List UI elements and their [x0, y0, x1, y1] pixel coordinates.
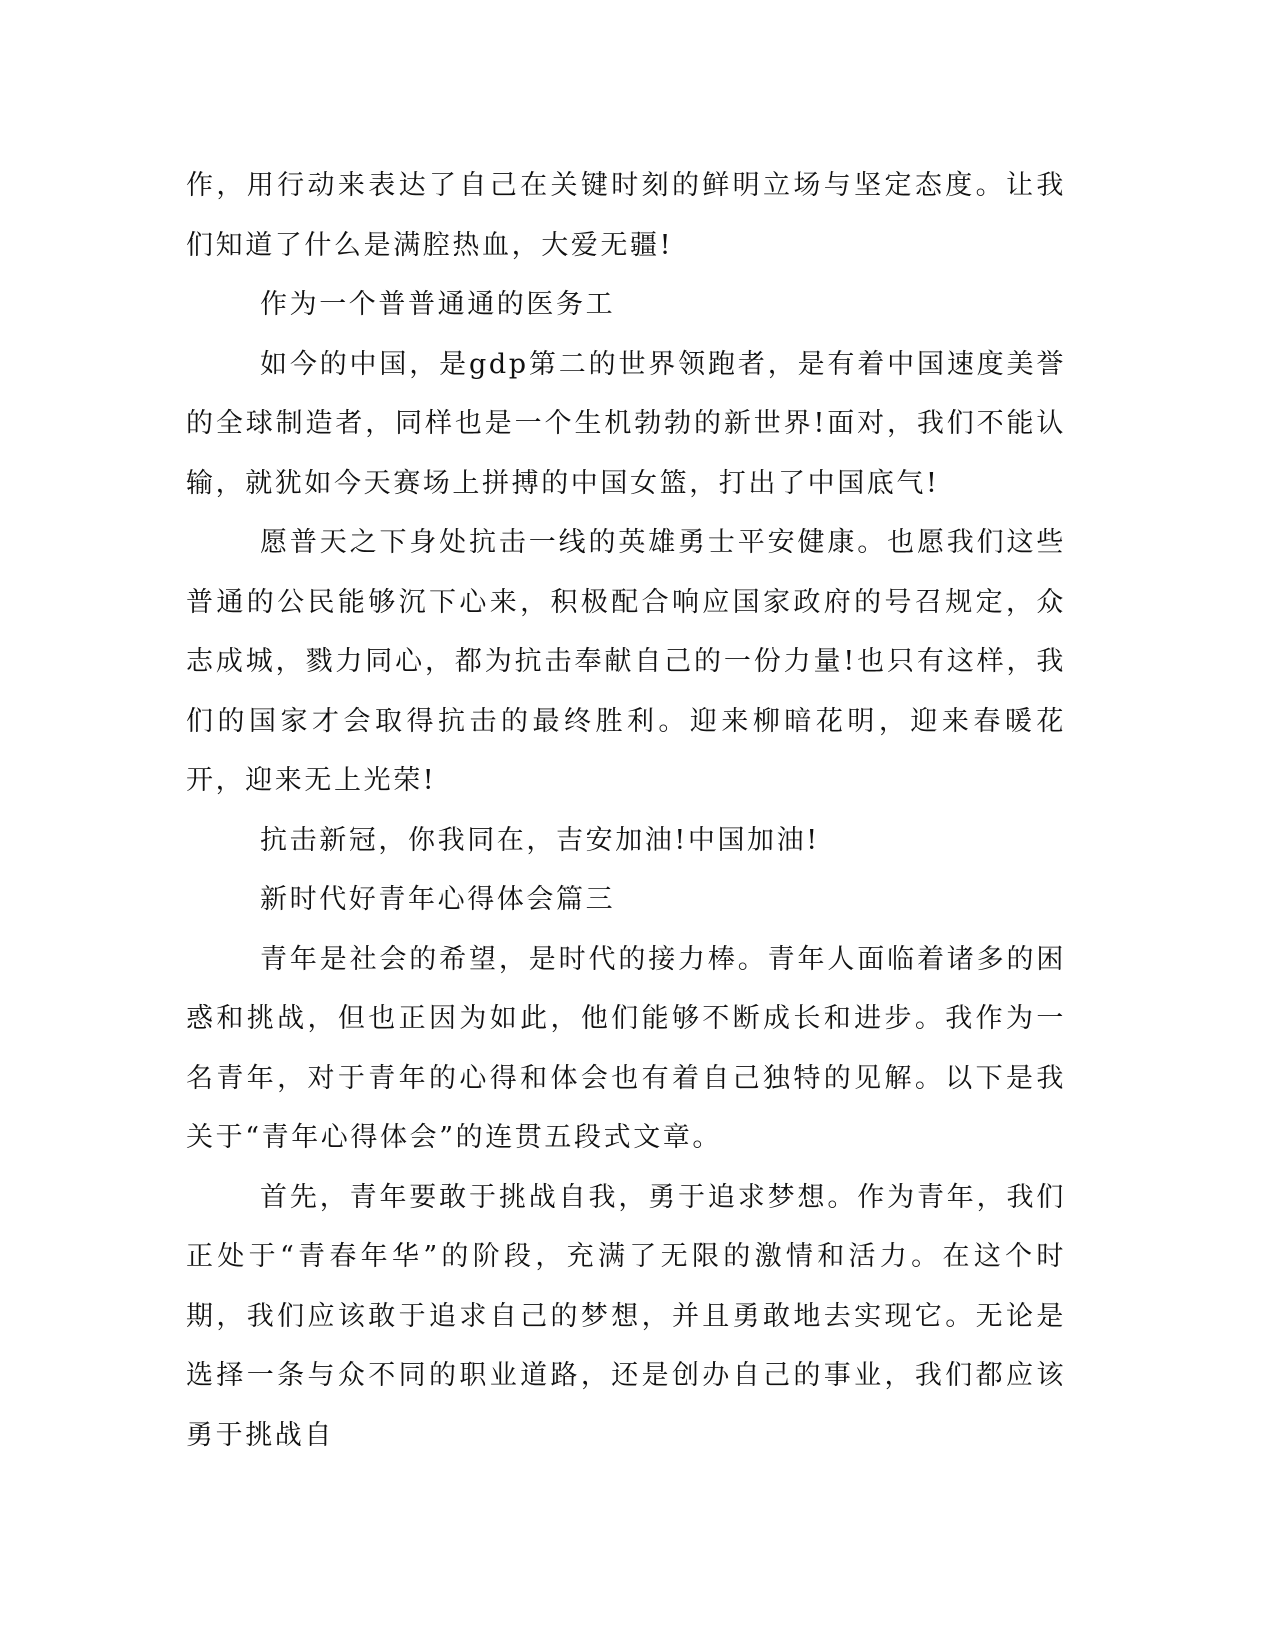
paragraph-china-today: 如今的中国，是gdp第二的世界领跑者，是有着中国速度美誉的全球制造者，同样也是一个生机勃勃的新世界!面对，我们不能认输，就犹如今天赛场上拼搏的中国女篮，打出了中国底气! [186, 348, 1066, 499]
paragraph-youth-intro: 青年是社会的希望，是时代的接力棒。青年人面临着诸多的困惑和挑战，但也正因为如此，他们能够不断成长和进步。我作为一名青年，对于青年的心得和体会也有着自己独特的见解。以下是我关于“青年心得体会”的连贯五段式文章。 [186, 943, 1066, 1153]
paragraph-continuation: 作，用行动来表达了自己在关键时刻的鲜明立场与坚定态度。让我们知道了什么是满腔热血，大爱无疆! [186, 170, 1066, 261]
paragraph-slogan: 抗击新冠，你我同在，吉安加油!中国加油! [260, 824, 820, 856]
paragraph-medical-worker: 作为一个普普通通的医务工 [260, 289, 616, 320]
section-heading: 新时代好青年心得体会篇三 [260, 884, 616, 915]
document-body [186, 156, 1066, 1465]
paragraph-wish-heroes: 愿普天之下身处抗击一线的英雄勇士平安健康。也愿我们这些普通的公民能够沉下心来，积极配合响应国家政府的号召规定，众志成城，戮力同心，都为抗击奉献自己的一份力量!也只有这样，我们的国家才会取得抗击的最终胜利。迎来柳暗花明，迎来春暖花开，迎来无上光荣! [186, 527, 1066, 796]
paragraph-youth-first: 首先，青年要敢于挑战自我，勇于追求梦想。作为青年，我们正处于“青春年华”的阶段，充满了无限的激情和活力。在这个时期，我们应该敢于追求自己的梦想，并且勇敢地去实现它。无论是选择一条与众不同的职业道路，还是创办自己的事业，我们都应该勇于挑战自 [186, 1181, 1066, 1451]
